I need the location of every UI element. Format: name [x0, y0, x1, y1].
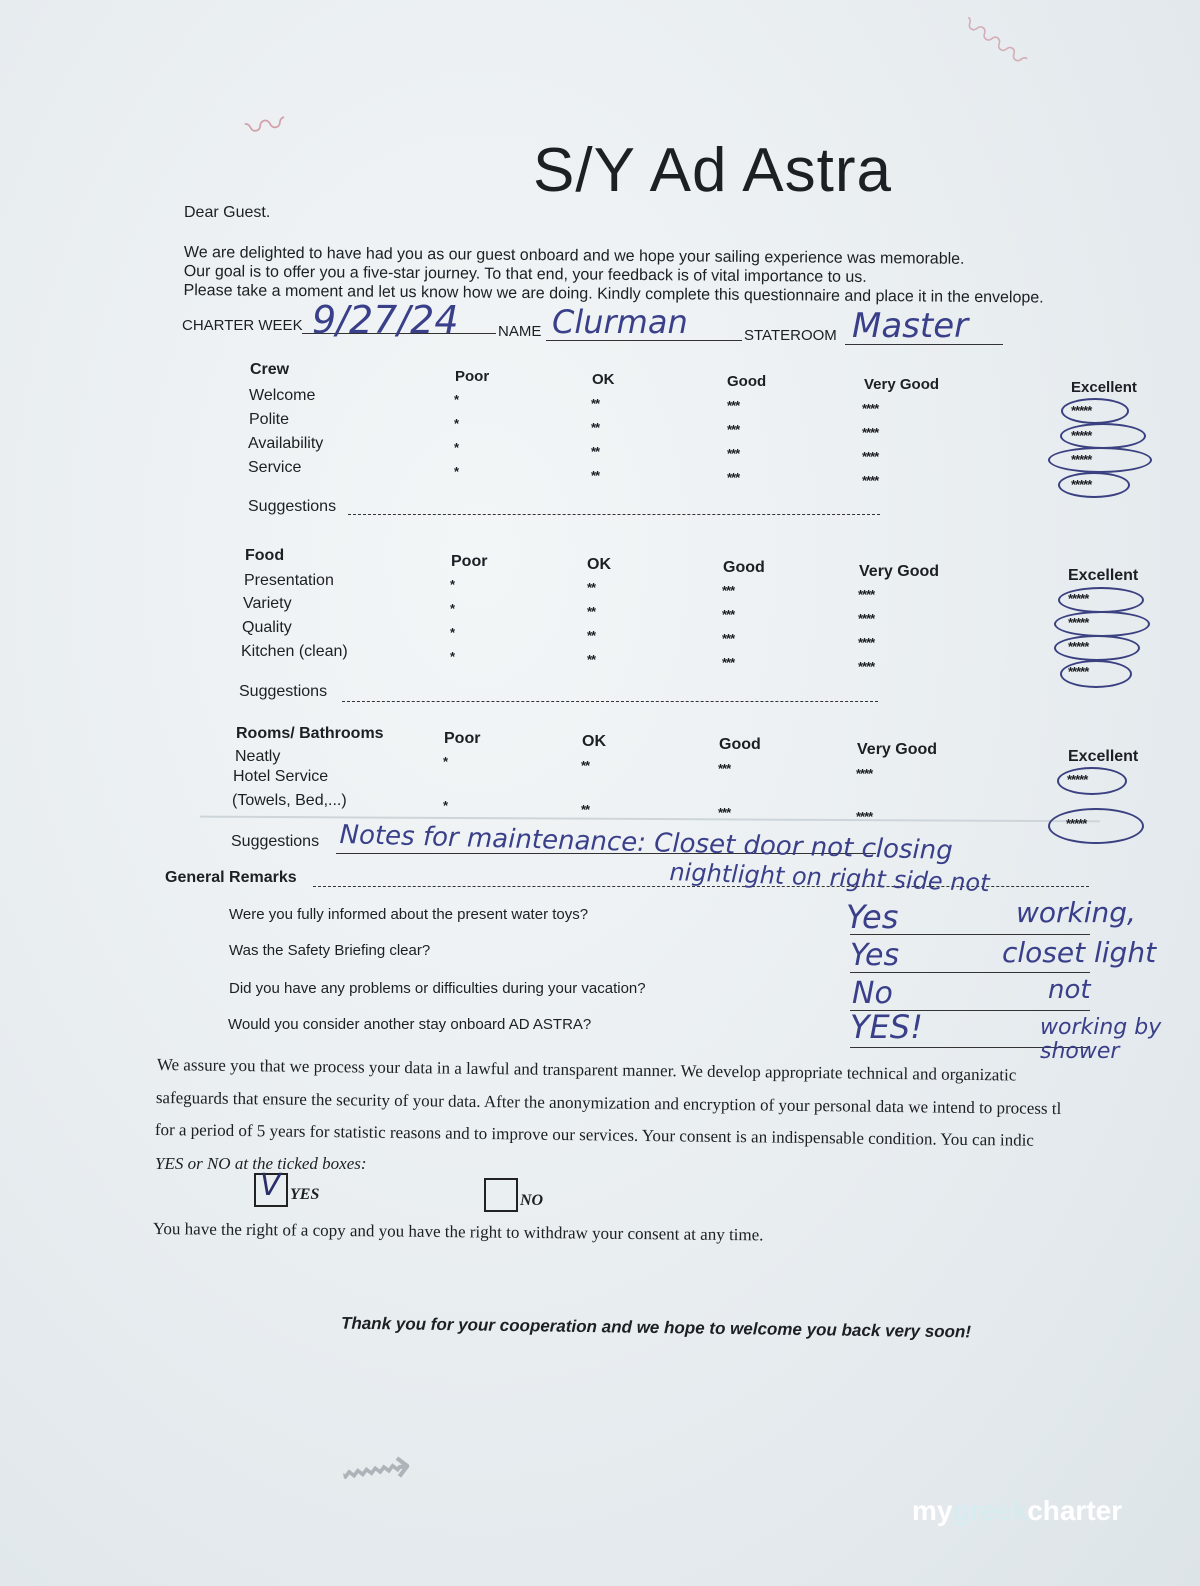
- rooms-col-poor: Poor: [444, 730, 481, 747]
- consent-no-checkbox[interactable]: [484, 1178, 518, 1212]
- rating-good[interactable]: ***: [718, 805, 731, 820]
- rating-good[interactable]: ***: [722, 655, 735, 670]
- rating-very-good[interactable]: ****: [856, 766, 873, 781]
- food-item-variety: Variety: [243, 595, 292, 612]
- rooms-item-towels-bed: (Towels, Bed,...): [232, 792, 347, 809]
- privacy-line: We assure you that we process your data in a lawful and transparent manner. We develop appropriate technical and organizatic: [156, 1055, 1017, 1085]
- question-safety-briefing: Was the Safety Briefing clear?: [229, 942, 431, 959]
- answer-another-stay[interactable]: YES!: [850, 1008, 923, 1046]
- rooms-suggestions-label: Suggestions: [231, 833, 320, 850]
- food-col-good: Good: [723, 559, 765, 576]
- consent-yes-label: YES: [290, 1186, 320, 1203]
- rooms-item-hotel-service: Hotel Service: [233, 768, 329, 785]
- rights-statement: You have the right of a copy and you have the right to withdraw your consent at any time.: [152, 1219, 764, 1245]
- rating-very-good[interactable]: ****: [862, 449, 879, 464]
- logo-part: greek: [952, 1495, 1028, 1526]
- watermark-logo: [912, 1495, 1122, 1527]
- excellent-circle-mark: [1057, 767, 1127, 795]
- red-scribble-top-left: 〰: [241, 100, 290, 154]
- side-note: working by shower: [1040, 1015, 1162, 1064]
- excellent-circle-mark: [1060, 423, 1146, 449]
- excellent-circle-mark: [1054, 611, 1150, 637]
- crew-item-service: Service: [248, 459, 302, 476]
- food-col-poor: Poor: [451, 553, 488, 570]
- paper-fold: [200, 816, 1100, 823]
- rating-ok[interactable]: **: [591, 420, 600, 435]
- rating-excellent[interactable]: *****: [1071, 428, 1092, 443]
- crew-col-very-good: Very Good: [864, 376, 940, 393]
- pencil-scribble-bottom: ⟿: [336, 1435, 416, 1503]
- rooms-col-ok: OK: [582, 733, 606, 750]
- rating-poor[interactable]: *: [450, 649, 455, 664]
- crew-col-ok: OK: [592, 371, 615, 388]
- food-item-presentation: Presentation: [244, 572, 334, 589]
- food-suggestions-label: Suggestions: [239, 683, 328, 700]
- rooms-item-neatly: Neatly: [235, 748, 281, 765]
- rating-good[interactable]: ***: [722, 631, 735, 646]
- general-remarks-label: General Remarks: [165, 869, 297, 886]
- rating-very-good[interactable]: ****: [858, 659, 875, 674]
- page-title: S/Y Ad Astra: [533, 136, 892, 205]
- excellent-circle-mark: [1061, 398, 1129, 424]
- thank-you-note: Thank you for your cooperation and we hope to welcome you back very soon!: [340, 1313, 972, 1342]
- answer-problems[interactable]: No: [852, 976, 893, 1011]
- rating-ok[interactable]: **: [587, 604, 596, 619]
- food-col-very-good: Very Good: [859, 563, 940, 580]
- rooms-col-good: Good: [719, 736, 761, 753]
- rating-good[interactable]: ***: [722, 607, 735, 622]
- rating-excellent[interactable]: *****: [1068, 664, 1089, 679]
- food-section-title: Food: [245, 547, 285, 564]
- rating-excellent[interactable]: *****: [1071, 452, 1092, 467]
- excellent-circle-mark: [1058, 472, 1130, 498]
- food-item-quality: Quality: [242, 619, 292, 636]
- privacy-line: YES or NO at the ticked boxes:: [155, 1154, 367, 1173]
- rating-excellent[interactable]: *****: [1071, 403, 1092, 418]
- intro-line: Our goal is to offer you a five-star journey. To that end, your feedback is of vital importance to us.: [183, 262, 867, 286]
- rating-poor[interactable]: *: [454, 464, 459, 479]
- rating-poor[interactable]: *: [450, 577, 455, 592]
- rating-excellent[interactable]: *****: [1068, 639, 1089, 654]
- logo-part: charter: [1027, 1495, 1123, 1526]
- intro-line: We are delighted to have had you as our guest onboard and we hope your sailing experience was memorable.: [183, 243, 965, 268]
- rating-ok[interactable]: **: [587, 580, 596, 595]
- excellent-circle-mark: [1060, 660, 1132, 688]
- rooms-suggestions-value[interactable]: Notes for maintenance: Closet door not closing: [339, 820, 954, 867]
- name-label: NAME: [498, 323, 542, 340]
- food-item-kitchen: Kitchen (clean): [241, 643, 348, 660]
- consent-yes-checkmark: V: [260, 1168, 281, 1203]
- privacy-line: for a period of 5 years for statistic reasons and to improve our services. Your consent is an indispensable condition. You can indic: [154, 1120, 1035, 1150]
- rating-poor[interactable]: *: [454, 392, 459, 407]
- excellent-circle-mark: [1058, 587, 1144, 613]
- crew-item-polite: Polite: [249, 411, 290, 428]
- red-scribble-top-right: 〰〰: [953, 5, 1036, 81]
- rating-poor[interactable]: *: [443, 798, 448, 813]
- privacy-line: safeguards that ensure the security of your data. After the anonymization and encryption of your personal data we intend to process tl: [155, 1088, 1062, 1119]
- logo-part: my: [912, 1495, 953, 1526]
- rating-good[interactable]: ***: [727, 446, 740, 461]
- name-value[interactable]: Clurman: [552, 303, 688, 341]
- answer-safety-briefing[interactable]: Yes: [850, 938, 900, 973]
- question-problems: Did you have any problems or difficulties during your vacation?: [229, 980, 646, 997]
- rating-poor[interactable]: *: [450, 601, 455, 616]
- rating-good[interactable]: ***: [727, 398, 740, 413]
- rooms-col-excellent: Excellent: [1068, 748, 1139, 765]
- excellent-circle-mark: [1048, 447, 1152, 473]
- rating-very-good[interactable]: ****: [858, 635, 875, 650]
- rating-good[interactable]: ***: [727, 470, 740, 485]
- side-note: closet light: [1002, 936, 1157, 969]
- rating-excellent[interactable]: *****: [1066, 816, 1087, 831]
- rating-ok[interactable]: **: [591, 444, 600, 459]
- rating-excellent[interactable]: *****: [1071, 477, 1092, 492]
- rating-good[interactable]: ***: [722, 583, 735, 598]
- food-col-ok: OK: [587, 556, 611, 573]
- rating-very-good[interactable]: ****: [862, 401, 879, 416]
- crew-col-good: Good: [727, 373, 767, 390]
- rooms-col-very-good: Very Good: [857, 741, 938, 758]
- stateroom-value[interactable]: Master: [852, 306, 969, 346]
- crew-item-welcome: Welcome: [249, 387, 316, 404]
- excellent-circle-mark: [1048, 808, 1144, 844]
- rating-poor[interactable]: *: [443, 754, 448, 769]
- rating-ok[interactable]: **: [587, 652, 596, 667]
- rooms-section-title: Rooms/ Bathrooms: [236, 725, 384, 742]
- rating-very-good[interactable]: ****: [856, 809, 873, 824]
- rating-excellent[interactable]: *****: [1067, 772, 1088, 787]
- crew-item-availability: Availability: [248, 435, 324, 452]
- side-note: not: [1048, 975, 1091, 1005]
- question-another-stay: Would you consider another stay onboard AD ASTRA?: [228, 1016, 592, 1033]
- greeting: Dear Guest.: [184, 204, 271, 221]
- charter-week-value[interactable]: 9/27/24: [312, 298, 459, 342]
- rating-good[interactable]: ***: [727, 422, 740, 437]
- question-water-toys: Were you fully informed about the present water toys?: [229, 906, 589, 923]
- rating-ok[interactable]: **: [591, 396, 600, 411]
- rating-excellent[interactable]: *****: [1068, 615, 1089, 630]
- crew-suggestions-label: Suggestions: [248, 498, 337, 515]
- charter-week-label: CHARTER WEEK: [182, 317, 303, 334]
- rating-ok[interactable]: **: [587, 628, 596, 643]
- answer-water-toys[interactable]: Yes: [846, 898, 899, 936]
- rating-excellent[interactable]: *****: [1068, 591, 1089, 606]
- consent-no-label: NO: [520, 1192, 544, 1209]
- food-col-excellent: Excellent: [1068, 567, 1139, 584]
- food-suggestions-line[interactable]: [342, 701, 878, 702]
- rating-very-good[interactable]: ****: [858, 611, 875, 626]
- rating-poor[interactable]: *: [450, 625, 455, 640]
- excellent-circle-mark: [1054, 635, 1140, 661]
- stateroom-label: STATEROOM: [744, 327, 837, 344]
- rating-ok[interactable]: **: [581, 758, 590, 773]
- rating-ok[interactable]: **: [581, 802, 590, 817]
- rating-poor[interactable]: *: [454, 416, 459, 431]
- crew-col-excellent: Excellent: [1071, 379, 1137, 396]
- general-remarks-value[interactable]: nightlight on right side not: [669, 858, 991, 898]
- rating-very-good[interactable]: ****: [858, 587, 875, 602]
- crew-suggestions-line[interactable]: [348, 514, 880, 515]
- crew-col-poor: Poor: [455, 368, 490, 385]
- rating-poor[interactable]: *: [454, 440, 459, 455]
- crew-section-title: Crew: [250, 361, 290, 378]
- rating-ok[interactable]: **: [591, 468, 600, 483]
- rating-good[interactable]: ***: [718, 761, 731, 776]
- rating-very-good[interactable]: ****: [862, 473, 879, 488]
- side-note: working,: [1016, 896, 1136, 929]
- rating-very-good[interactable]: ****: [862, 425, 879, 440]
- intro-line: Please take a moment and let us know how we are doing. Kindly complete this questionnaire and place it in the envelope.: [183, 281, 1044, 307]
